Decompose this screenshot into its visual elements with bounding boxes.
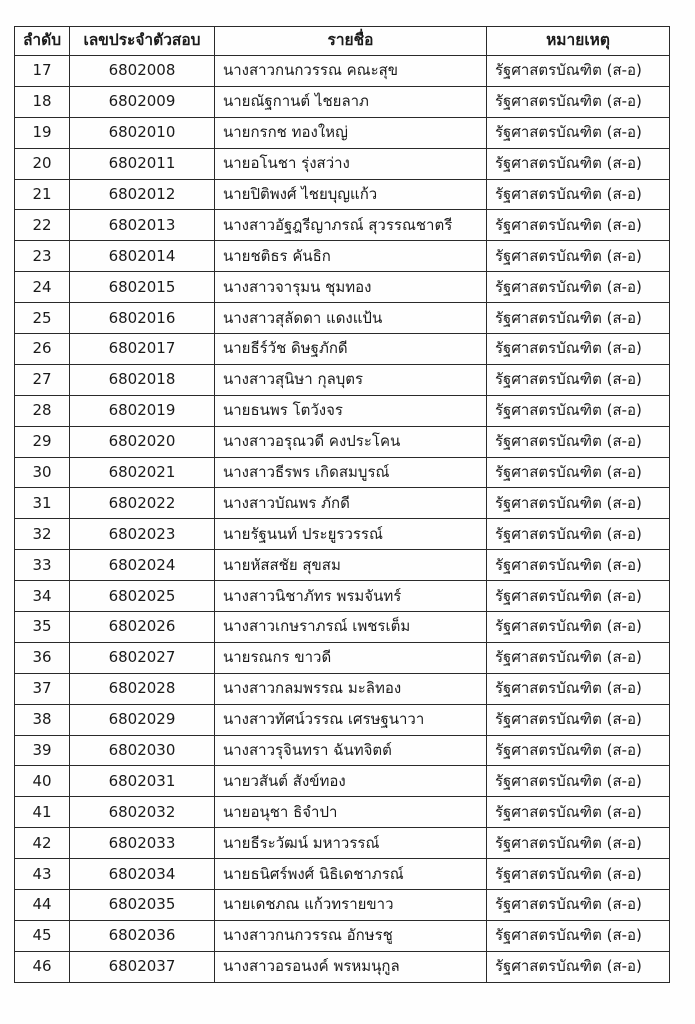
table-row: [15, 488, 670, 519]
table-row: [15, 210, 670, 241]
row-remark: รัฐศาสตรบัณฑิต (ส-อ): [487, 426, 670, 457]
row-name: นายธนิศร์พงศ์ นิธิเดชาภรณ์: [215, 859, 487, 890]
row-remark: รัฐศาสตรบัณฑิต (ส-อ): [487, 859, 670, 890]
table-row: [15, 735, 670, 766]
row-order: 27: [15, 364, 70, 395]
row-order: 19: [15, 117, 70, 148]
row-name: นายอนุชา ธิจำปา: [215, 797, 487, 828]
row-remark: รัฐศาสตรบัณฑิต (ส-อ): [487, 179, 670, 210]
table-row: [15, 951, 670, 982]
table-body: [15, 56, 670, 983]
row-name: นางสาวรุจินทรา ฉันทจิตต์: [215, 735, 487, 766]
row-name: นางสาวอรุณวดี คงประโคน: [215, 426, 487, 457]
row-order: 35: [15, 612, 70, 643]
row-remark: รัฐศาสตรบัณฑิต (ส-อ): [487, 519, 670, 550]
row-order: 21: [15, 179, 70, 210]
row-name: นายรัฐนนท์ ประยูรวรรณ์: [215, 519, 487, 550]
row-order: 17: [15, 56, 70, 87]
row-order: 30: [15, 457, 70, 488]
header-name: รายชื่อ: [215, 27, 487, 56]
row-exam-id: 6802013: [70, 210, 215, 241]
table-row: [15, 179, 670, 210]
row-remark: รัฐศาสตรบัณฑิต (ส-อ): [487, 56, 670, 87]
row-name: นายวสันต์ สังข์ทอง: [215, 766, 487, 797]
table-row: [15, 519, 670, 550]
row-order: 29: [15, 426, 70, 457]
row-remark: รัฐศาสตรบัณฑิต (ส-อ): [487, 581, 670, 612]
row-exam-id: 6802023: [70, 519, 215, 550]
row-name: นางสาวเกษราภรณ์ เพชรเต็ม: [215, 612, 487, 643]
row-exam-id: 6802010: [70, 117, 215, 148]
row-remark: รัฐศาสตรบัณฑิต (ส-อ): [487, 642, 670, 673]
row-order: 41: [15, 797, 70, 828]
row-name: นางสาวนิชาภัทร พรมจันทร์: [215, 581, 487, 612]
table-row: [15, 920, 670, 951]
row-name: นางสาวกนกวรรณ คณะสุข: [215, 56, 487, 87]
row-name: นายอโนชา รุ่งสว่าง: [215, 148, 487, 179]
row-exam-id: 6802034: [70, 859, 215, 890]
row-remark: รัฐศาสตรบัณฑิต (ส-อ): [487, 550, 670, 581]
table-row: [15, 56, 670, 87]
table-row: [15, 303, 670, 334]
row-remark: รัฐศาสตรบัณฑิต (ส-อ): [487, 303, 670, 334]
row-name: นางสาวบัณพร ภักดี: [215, 488, 487, 519]
row-remark: รัฐศาสตรบัณฑิต (ส-อ): [487, 673, 670, 704]
row-exam-id: 6802032: [70, 797, 215, 828]
row-order: 25: [15, 303, 70, 334]
table-row: [15, 334, 670, 365]
table-row: [15, 642, 670, 673]
row-exam-id: 6802026: [70, 612, 215, 643]
table-row: [15, 426, 670, 457]
row-remark: รัฐศาสตรบัณฑิต (ส-อ): [487, 86, 670, 117]
row-exam-id: 6802036: [70, 920, 215, 951]
row-exam-id: 6802008: [70, 56, 215, 87]
table-row: [15, 148, 670, 179]
row-remark: รัฐศาสตรบัณฑิต (ส-อ): [487, 828, 670, 859]
row-order: 22: [15, 210, 70, 241]
header-order: ลำดับ: [15, 27, 70, 56]
row-remark: รัฐศาสตรบัณฑิต (ส-อ): [487, 457, 670, 488]
row-name: นางสาวอรอนงค์ พรหมนุกูล: [215, 951, 487, 982]
row-order: 34: [15, 581, 70, 612]
row-exam-id: 6802009: [70, 86, 215, 117]
table-row: [15, 395, 670, 426]
row-exam-id: 6802033: [70, 828, 215, 859]
table-row: [15, 457, 670, 488]
row-exam-id: 6802019: [70, 395, 215, 426]
table-row: [15, 612, 670, 643]
row-remark: รัฐศาสตรบัณฑิต (ส-อ): [487, 395, 670, 426]
row-exam-id: 6802011: [70, 148, 215, 179]
table-row: [15, 581, 670, 612]
row-name: นางสาวจารุมน ชุมทอง: [215, 272, 487, 303]
row-name: นางสาวธีรพร เกิดสมบูรณ์: [215, 457, 487, 488]
row-order: 18: [15, 86, 70, 117]
row-order: 33: [15, 550, 70, 581]
row-order: 23: [15, 241, 70, 272]
table-row: [15, 364, 670, 395]
row-order: 40: [15, 766, 70, 797]
table-header: [15, 27, 670, 56]
row-name: นายณัฐกานต์ ไชยลาภ: [215, 86, 487, 117]
candidate-table: [14, 26, 670, 983]
table-row: [15, 673, 670, 704]
row-remark: รัฐศาสตรบัณฑิต (ส-อ): [487, 272, 670, 303]
table-row: [15, 241, 670, 272]
row-exam-id: 6802016: [70, 303, 215, 334]
row-exam-id: 6802020: [70, 426, 215, 457]
row-remark: รัฐศาสตรบัณฑิต (ส-อ): [487, 241, 670, 272]
row-remark: รัฐศาสตรบัณฑิต (ส-อ): [487, 797, 670, 828]
row-name: นางสาวอัฐฎรีญาภรณ์ สุวรรณชาตรี: [215, 210, 487, 241]
row-exam-id: 6802031: [70, 766, 215, 797]
row-exam-id: 6802022: [70, 488, 215, 519]
row-order: 26: [15, 334, 70, 365]
row-remark: รัฐศาสตรบัณฑิต (ส-อ): [487, 334, 670, 365]
row-order: 37: [15, 673, 70, 704]
row-order: 46: [15, 951, 70, 982]
row-order: 20: [15, 148, 70, 179]
row-exam-id: 6802025: [70, 581, 215, 612]
row-name: นายธีร์วัช ดิษฐภักดี: [215, 334, 487, 365]
row-remark: รัฐศาสตรบัณฑิต (ส-อ): [487, 210, 670, 241]
row-name: นางสาวสุนิษา กุลบุตร: [215, 364, 487, 395]
row-order: 38: [15, 704, 70, 735]
row-remark: รัฐศาสตรบัณฑิต (ส-อ): [487, 951, 670, 982]
table-row: [15, 86, 670, 117]
row-remark: รัฐศาสตรบัณฑิต (ส-อ): [487, 612, 670, 643]
row-exam-id: 6802024: [70, 550, 215, 581]
row-name: นางสาวกลมพรรณ มะลิทอง: [215, 673, 487, 704]
table-row: [15, 272, 670, 303]
row-exam-id: 6802021: [70, 457, 215, 488]
table-row: [15, 550, 670, 581]
table-row: [15, 890, 670, 921]
row-order: 39: [15, 735, 70, 766]
row-order: 32: [15, 519, 70, 550]
table-row: [15, 859, 670, 890]
row-order: 36: [15, 642, 70, 673]
row-exam-id: 6802029: [70, 704, 215, 735]
row-exam-id: 6802018: [70, 364, 215, 395]
row-order: 43: [15, 859, 70, 890]
row-order: 42: [15, 828, 70, 859]
row-name: นายธนพร โตวังจร: [215, 395, 487, 426]
table-row: [15, 117, 670, 148]
row-name: นายหัสสชัย สุขสม: [215, 550, 487, 581]
row-exam-id: 6802030: [70, 735, 215, 766]
row-remark: รัฐศาสตรบัณฑิต (ส-อ): [487, 117, 670, 148]
row-exam-id: 6802012: [70, 179, 215, 210]
row-remark: รัฐศาสตรบัณฑิต (ส-อ): [487, 920, 670, 951]
row-name: นางสาวสุลัดดา แดงแป้น: [215, 303, 487, 334]
header-remark: หมายเหตุ: [487, 27, 670, 56]
row-exam-id: 6802015: [70, 272, 215, 303]
row-remark: รัฐศาสตรบัณฑิต (ส-อ): [487, 735, 670, 766]
header-row: [15, 27, 670, 56]
row-order: 28: [15, 395, 70, 426]
table-row: [15, 828, 670, 859]
row-remark: รัฐศาสตรบัณฑิต (ส-อ): [487, 704, 670, 735]
row-order: 24: [15, 272, 70, 303]
row-remark: รัฐศาสตรบัณฑิต (ส-อ): [487, 148, 670, 179]
row-name: นายกรกช ทองใหญ่: [215, 117, 487, 148]
row-order: 44: [15, 890, 70, 921]
row-name: นางสาวกนกวรรณ อักษรชู: [215, 920, 487, 951]
row-order: 45: [15, 920, 70, 951]
row-remark: รัฐศาสตรบัณฑิต (ส-อ): [487, 364, 670, 395]
row-order: 31: [15, 488, 70, 519]
table-row: [15, 766, 670, 797]
row-exam-id: 6802028: [70, 673, 215, 704]
row-remark: รัฐศาสตรบัณฑิต (ส-อ): [487, 766, 670, 797]
row-exam-id: 6802037: [70, 951, 215, 982]
row-name: นายชติธร คันธิก: [215, 241, 487, 272]
row-name: นายเดชภณ แก้วทรายขาว: [215, 890, 487, 921]
table-row: [15, 797, 670, 828]
row-remark: รัฐศาสตรบัณฑิต (ส-อ): [487, 488, 670, 519]
row-exam-id: 6802035: [70, 890, 215, 921]
row-remark: รัฐศาสตรบัณฑิต (ส-อ): [487, 890, 670, 921]
header-exam-id: เลขประจำตัวสอบ: [70, 27, 215, 56]
row-exam-id: 6802027: [70, 642, 215, 673]
table-row: [15, 704, 670, 735]
row-name: นายรณกร ขาวดี: [215, 642, 487, 673]
row-exam-id: 6802014: [70, 241, 215, 272]
row-name: นายธีระวัฒน์ มหาวรรณ์: [215, 828, 487, 859]
row-name: นางสาวทัศน์วรรณ เศรษฐนาวา: [215, 704, 487, 735]
row-name: นายปิติพงศ์ ไชยบุญแก้ว: [215, 179, 487, 210]
row-exam-id: 6802017: [70, 334, 215, 365]
